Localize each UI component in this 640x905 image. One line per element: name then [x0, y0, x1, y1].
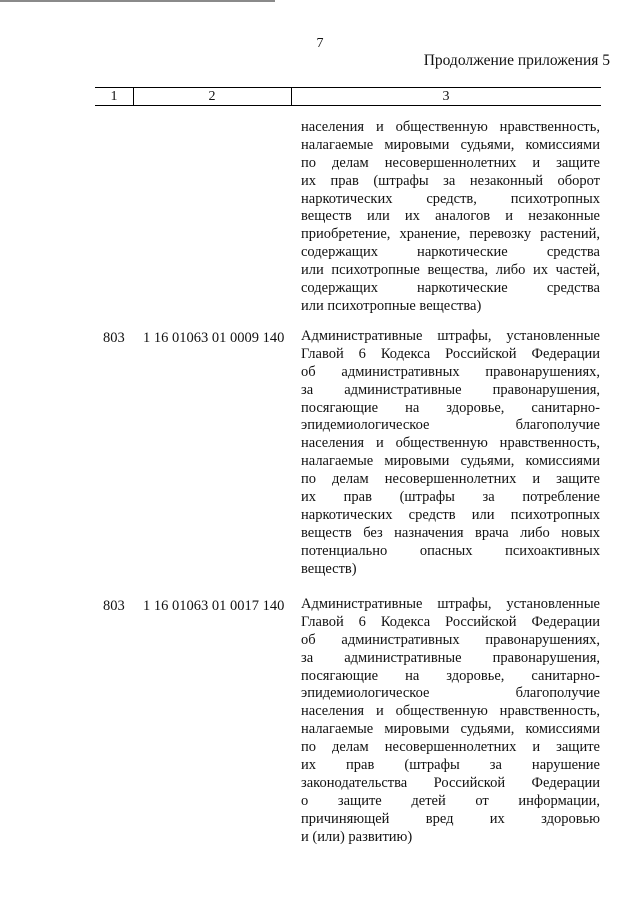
text-line: посягающие на здоровье, санитарно- — [301, 667, 600, 684]
text-line: их прав (штрафы за незаконный оборот — [301, 172, 600, 189]
text-line: содержащих наркотические средства — [301, 244, 600, 261]
text-line: наркотических средств, психотропных — [301, 190, 600, 207]
text-line: Главой 6 Кодекса Российской Федерации — [301, 613, 600, 630]
text-line: их прав (штрафы за потребление — [301, 489, 600, 506]
text-line: об административных правонарушениях, — [301, 631, 600, 648]
table-header — [95, 87, 601, 106]
text-line: за административные правонарушения, — [301, 381, 600, 398]
text-line: наркотических средств или психотропных — [301, 506, 600, 523]
text-line: законодательства Российской Федерации — [301, 774, 600, 791]
scan-edge-line — [0, 0, 275, 2]
continuation-caption: Продолжение приложения 5 — [423, 52, 610, 69]
text-line: содержащих наркотические средства — [301, 280, 600, 297]
text-line: за административные правонарушения, — [301, 649, 600, 666]
text-line: по делам несовершеннолетних и защите — [301, 471, 600, 488]
row-description — [301, 596, 600, 846]
text-line: веществ) — [301, 560, 357, 577]
text-line: налагаемые мировыми судьями, комиссиями — [301, 136, 600, 153]
header-col-3: 3 — [442, 89, 450, 104]
text-line: Административные штрафы, установленные — [301, 596, 600, 612]
text-line: налагаемые мировыми судьями, комиссиями — [301, 453, 600, 470]
text-line: их прав (штрафы за нарушение — [301, 757, 600, 774]
text-line: причиняющей вред их здоровью — [301, 810, 600, 827]
text-line: и (или) развитию) — [301, 828, 413, 845]
text-line: или психотропные вещества, либо их частей, — [301, 262, 600, 279]
text-line: посягающие на здоровье, санитарно- — [301, 399, 600, 416]
text-line: об административных правонарушениях, — [301, 363, 600, 380]
text-line: веществ без назначения врача либо новых — [301, 524, 600, 541]
text-line: по делам несовершеннолетних и защите — [301, 739, 600, 756]
text-line: населения и общественную нравственность, — [301, 119, 600, 135]
row-admin-code: 803 — [103, 598, 125, 614]
continued-description — [301, 119, 600, 316]
row-kbk-code: 1 16 01063 01 0017 140 — [143, 598, 285, 614]
text-line: населения и общественную нравственность, — [301, 435, 600, 452]
header-col-2: 2 — [208, 89, 216, 104]
row-kbk-code: 1 16 01063 01 0009 140 — [143, 330, 285, 346]
text-line: потенциально опасных психоактивных — [301, 542, 600, 559]
text-line: населения и общественную нравственность, — [301, 703, 600, 720]
text-line: по делам несовершеннолетних и защите — [301, 154, 600, 171]
text-line: Главой 6 Кодекса Российской Федерации — [301, 345, 600, 362]
header-col-1: 1 — [110, 89, 118, 104]
text-line: эпидемиологическое благополучие — [301, 417, 600, 434]
text-line: Административные штрафы, установленные — [301, 328, 600, 344]
row-admin-code: 803 — [103, 330, 125, 346]
text-line: налагаемые мировыми судьями, комиссиями — [301, 721, 600, 738]
text-line: приобретение, хранение, перевозку растений, — [301, 226, 600, 243]
text-line: эпидемиологическое благополучие — [301, 685, 600, 702]
row-description — [301, 328, 600, 578]
page-number: 7 — [316, 36, 324, 51]
text-line: веществ или их аналогов и незаконные — [301, 208, 600, 225]
text-line: о защите детей от информации, — [301, 792, 600, 809]
text-line: или психотропные вещества) — [301, 297, 482, 314]
